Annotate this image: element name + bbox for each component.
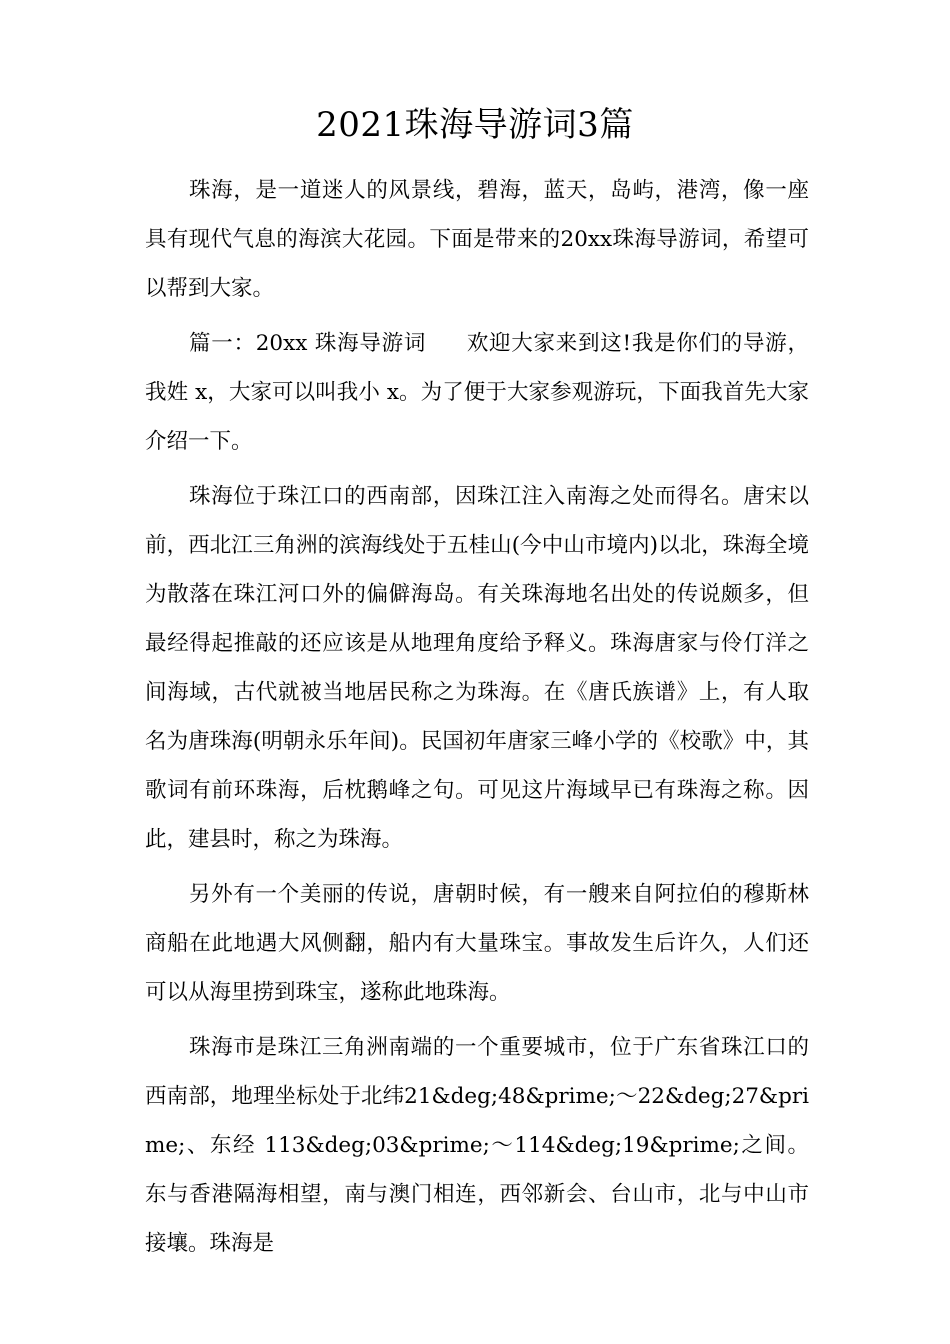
paragraph-intro: 珠海，是一道迷人的风景线，碧海，蓝天，岛屿，港湾，像一座具有现代气息的海滨大花园。下面是带来的20xx珠海导游词，希望可以帮到大家。 <box>145 178 809 301</box>
welcome-text: 欢迎大家来到这!我是你们的导游，我姓 x，大家可以叫我小 x。为了便于大家参观游玩，下面我首先大家介绍一下。 <box>145 331 809 454</box>
document-title: 2021珠海导游词3篇 <box>316 105 634 145</box>
paragraph-legend: 另外有一个美丽的传说，唐朝时候，有一艘来自阿拉伯的穆斯林商船在此地遇大风侧翻，船内有大量珠宝。事故发生后许久，人们还可以从海里捞到珠宝，遂称此地珠海。 <box>145 882 809 1005</box>
paragraph-name-origin: 珠海位于珠江口的西南部，因珠江注入南海之处而得名。唐宋以前，西北江三角洲的滨海线处于五桂山(今中山市境内)以北，珠海全境为散落在珠江河口外的偏僻海岛。有关珠海地名出处的传说颇多，但最经得起推敲的还应该是从地理角度给予释义。珠海唐家与伶仃洋之间海域，古代就被当地居民称之为珠海。在《唐氏族谱》上，有人取名为唐珠海(明朝永乐年间)。民国初年唐家三峰小学的《校歌》中，其歌词有前环珠海，后枕鹅峰之句。可见这片海域早已有珠海之称。因此，建县时，称之为珠海。 <box>145 484 809 852</box>
document-body <box>145 166 809 1274</box>
paragraph-geography: 珠海市是珠江三角洲南端的一个重要城市，位于广东省珠江口的西南部，地理坐标处于北纬21&deg;48&prime;～22&deg;27&prime;、东经 113&deg;03&prime;～114&deg;19&prime;之间。东与香港隔海相望，南与澳门相连，西邻新会、台山市，北与中山市接壤。珠海是 <box>145 1035 809 1256</box>
paragraph-chapter-one <box>145 319 809 466</box>
chapter-heading: 篇一：20xx 珠海导游词 <box>189 331 427 356</box>
